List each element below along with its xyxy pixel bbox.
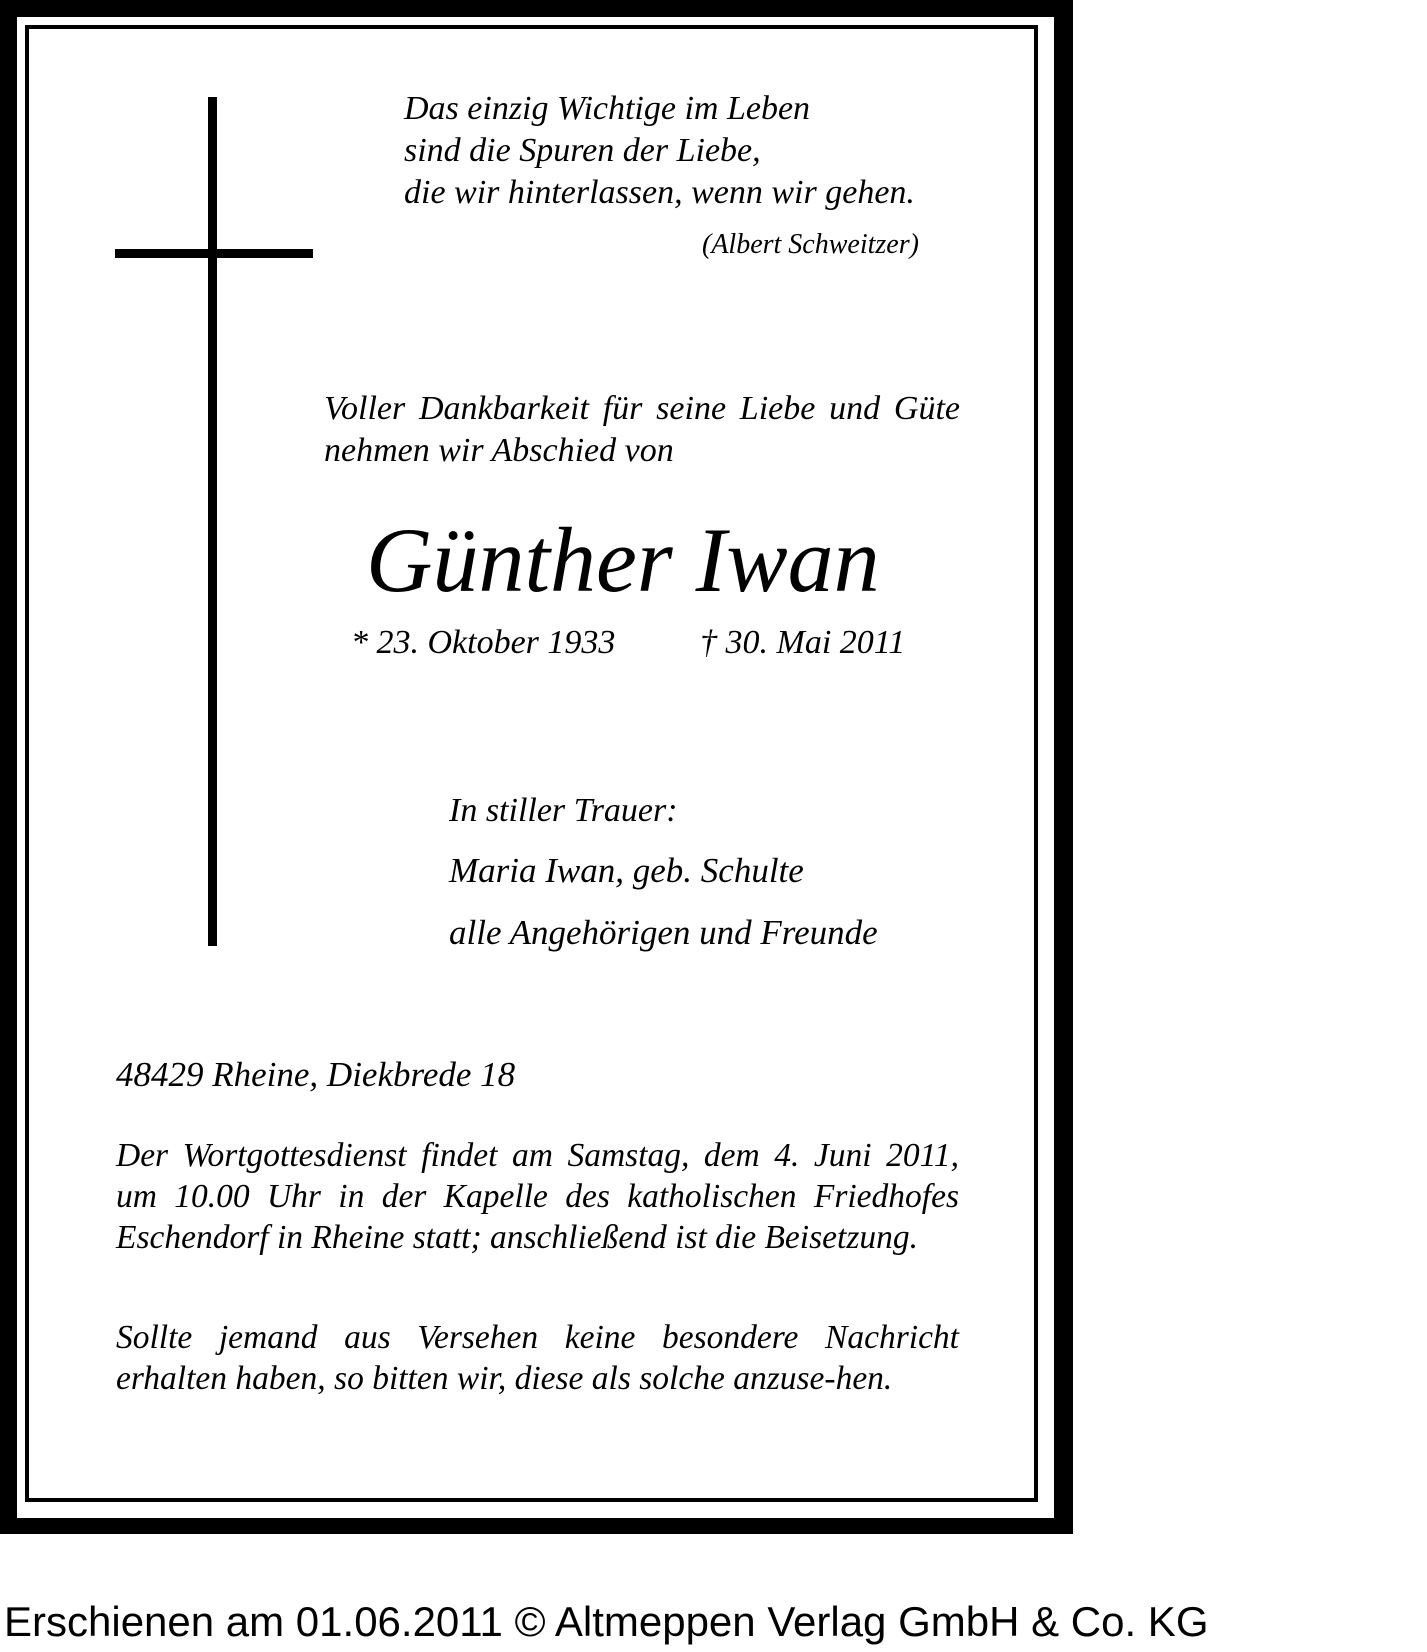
mourner-name: Maria Iwan, geb. Schulte [449,851,804,890]
notice-paragraph: Sollte jemand aus Versehen keine besondere Nachricht erhalten haben, so bitten wir, diese als solche anzuse-hen. [116,1319,959,1397]
cross-vertical-bar [208,97,217,946]
quote-line: Das einzig Wichtige im Leben [404,90,811,127]
mourner-name: alle Angehörigen und Freunde [449,913,878,952]
publication-caption: Erschienen am 01.06.2011 © Altmeppen Verlag GmbH & Co. KG [4,1598,1209,1645]
quote-author: (Albert Schweitzer) [702,229,919,260]
death-date: † 30. Mai 2011 [700,624,906,661]
gratitude-text: Voller Dankbarkeit für seine Liebe und Güte nehmen wir Abschied von [324,390,960,469]
quote-line: die wir hinterlassen, wenn wir gehen. [404,174,915,211]
deceased-name: Günther Iwan [366,509,880,611]
mourning-label: In stiller Trauer: [449,792,678,829]
service-paragraph: Der Wortgottesdienst findet am Samstag, dem 4. Juni 2011, um 10.00 Uhr in der Kapelle des katholischen Friedhofes Eschendorf in Rheine statt; anschließend ist die Beisetzung. [116,1137,959,1256]
quote [404,88,915,214]
quote-line: sind die Spuren der Liebe, [404,132,761,169]
address: 48429 Rheine, Diekbrede 18 [116,1055,516,1094]
cross-horizontal-bar [115,249,313,258]
birth-date: * 23. Oktober 1933 [351,624,616,661]
